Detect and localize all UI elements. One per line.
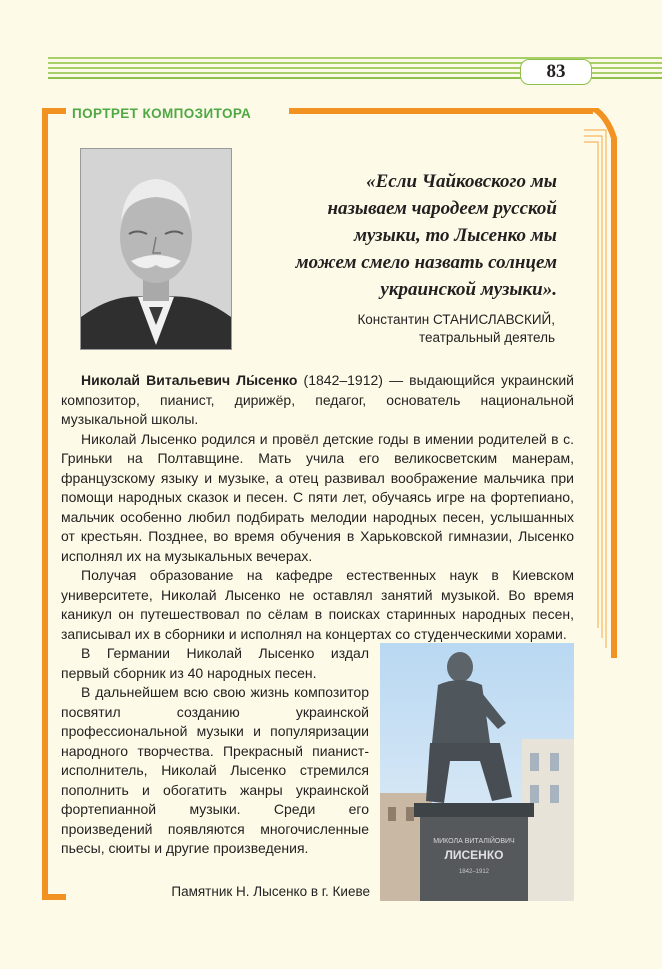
quote-line: украинской музыки».	[380, 279, 557, 300]
frame-left-border	[42, 108, 48, 900]
frame-top-border	[289, 108, 593, 114]
photo-caption: Памятник Н. Лысенко в г. Киеве	[171, 884, 370, 899]
composer-name: Николай Витальевич Лы́сенко	[81, 372, 298, 388]
paragraph: В Германии Николай Лысенко издал первый сборник из 40 народных песен.	[61, 645, 369, 681]
quote-line: «Если Чайковского мы	[366, 171, 557, 192]
plaque-name: МИКОЛА ВИТАЛІЙОВИЧ	[433, 838, 515, 845]
quote-line: называем чародеем русской	[327, 198, 557, 219]
paragraph	[61, 371, 574, 430]
author-role: театральный деятель	[418, 330, 555, 345]
paragraph: Николай Лысенко родился и провёл детские годы в имении родителей в с. Гриньки на Полтавщине. Мать учила его великосветским манерам, французскому языку и музыке, а отец развивал воображение мальчика при помощи народных сказок и песен. С пяти лет, обучаясь игре на фортепиано, мальчик особенно любил подбирать мелодии народных песен, услышанных от крестьян. Позднее, во время обучения в Харьковской гимназии, Лысенко исполнял их на музыкальных вечерах.	[61, 430, 574, 564]
paragraph: Получая образование на кафедре естественных наук в Киевском университете, Николай Лысенко не оставлял занятий музыкой. Во время каникул он путешествовал по сёлам в поисках старинных народных песен, записывал их в сборники и исполнял на концертах со студенческими хорами.	[61, 567, 574, 642]
frame-top-border	[42, 108, 66, 114]
frame-bottom-border	[42, 894, 66, 900]
paragraph: В дальнейшем всю свою жизнь композитор посвятил созданию украинской профессиональной музыки и популяризации народного творчества. Прекрасный пианист-исполнитель, Николай Лысенко стремился пополнить и обогатить жанры украинской фортепианной музыки. Среди его произведений появляются многочисленные пьесы, сюиты и другие произведения.	[61, 684, 369, 856]
plaque-surname: ЛИСЕНКО	[444, 848, 504, 862]
author-name: Константин СТАНИСЛАВСКИЙ,	[357, 312, 555, 327]
composer-portrait	[80, 148, 232, 350]
monument-photo	[380, 643, 574, 901]
quote-line: музыки, то Лысенко мы	[353, 225, 557, 246]
page-curl-decoration	[580, 108, 620, 668]
quote-line: можем смело назвать солнцем	[295, 252, 557, 273]
plaque-years: 1842–1912	[458, 869, 490, 875]
quote-author	[290, 311, 555, 347]
section-title: ПОРТРЕТ КОМПОЗИТОРА	[72, 106, 252, 121]
page-number: 83	[520, 59, 592, 85]
intro-text: (1842–1912) — выдающийся украинский композитор, пианист, дирижёр, педагог, основатель национальной музыкальной школы.	[61, 372, 575, 427]
epigraph-quote	[245, 168, 557, 303]
